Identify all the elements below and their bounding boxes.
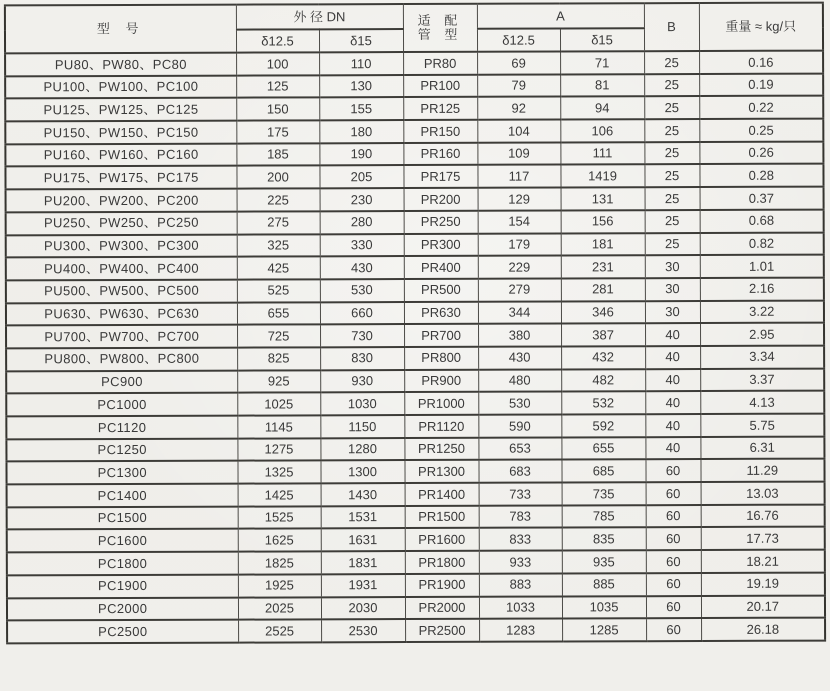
table-row <box>5 164 823 190</box>
cell-pipe-type: PR1600 <box>405 528 479 551</box>
cell-b: 40 <box>645 414 700 437</box>
cell-pipe-type: PR1800 <box>405 551 479 574</box>
table-row <box>7 618 825 644</box>
cell-b: 60 <box>646 505 701 528</box>
cell-dn-delta-12-5: 1825 <box>238 551 321 574</box>
cell-weight: 17.73 <box>701 527 825 550</box>
cell-pipe-type: PR200 <box>404 188 478 211</box>
cell-a-delta-15: 432 <box>561 346 645 369</box>
cell-a-delta-15: 655 <box>561 437 645 460</box>
cell-weight: 6.31 <box>700 436 824 459</box>
cell-dn-delta-15: 660 <box>320 302 404 325</box>
cell-weight: 3.34 <box>700 346 824 369</box>
cell-model: PU630、PW630、PC630 <box>6 302 237 325</box>
cell-dn-delta-15: 1531 <box>321 506 405 529</box>
cell-model: PU500、PW500、PC500 <box>6 279 237 302</box>
header-pipe-type <box>403 4 477 52</box>
cell-a-delta-15: 885 <box>562 573 646 596</box>
cell-dn-delta-15: 130 <box>319 75 403 98</box>
table-row <box>6 323 824 349</box>
header-dn-delta-15: δ15 <box>319 29 403 52</box>
cell-weight: 11.29 <box>701 459 825 482</box>
cell-weight: 1.01 <box>700 255 824 278</box>
cell-pipe-type: PR1900 <box>405 574 479 597</box>
table-row <box>6 459 824 485</box>
cell-a-delta-15: 685 <box>561 460 645 483</box>
cell-a-delta-12-5: 1283 <box>479 619 562 642</box>
cell-dn-delta-15: 180 <box>319 120 403 143</box>
cell-weight: 0.16 <box>699 51 823 74</box>
cell-dn-delta-12-5: 1025 <box>237 393 320 416</box>
cell-a-delta-12-5: 79 <box>477 74 560 97</box>
cell-dn-delta-12-5: 150 <box>236 98 319 121</box>
cell-model: PU800、PW800、PC800 <box>6 348 237 371</box>
cell-b: 30 <box>645 301 700 324</box>
cell-a-delta-15: 1419 <box>560 165 644 188</box>
cell-b: 30 <box>645 278 700 301</box>
cell-weight: 0.28 <box>699 164 823 187</box>
cell-pipe-type: PR1250 <box>404 437 478 460</box>
cell-a-delta-15: 281 <box>561 278 645 301</box>
cell-a-delta-12-5: 430 <box>478 346 561 369</box>
cell-dn-delta-12-5: 1925 <box>238 574 321 597</box>
cell-dn-delta-15: 2530 <box>321 619 405 642</box>
table-row <box>6 209 824 235</box>
cell-weight: 0.19 <box>699 73 823 96</box>
cell-pipe-type: PR1300 <box>404 460 478 483</box>
table-row <box>6 368 824 394</box>
cell-b: 25 <box>644 119 699 142</box>
cell-a-delta-12-5: 92 <box>477 97 560 120</box>
cell-a-delta-12-5: 129 <box>478 188 561 211</box>
cell-b: 25 <box>644 74 699 97</box>
cell-model: PU125、PW125、PC125 <box>5 98 236 121</box>
cell-pipe-type: PR1500 <box>405 506 479 529</box>
cell-dn-delta-15: 1831 <box>321 551 405 574</box>
cell-a-delta-12-5: 380 <box>478 324 561 347</box>
cell-a-delta-15: 1285 <box>562 618 646 641</box>
cell-dn-delta-15: 2030 <box>321 597 405 620</box>
cell-model: PC900 <box>6 370 237 393</box>
cell-pipe-type: PR100 <box>403 74 477 97</box>
cell-dn-delta-12-5: 200 <box>236 166 319 189</box>
cell-b: 25 <box>645 187 700 210</box>
cell-dn-delta-15: 1430 <box>321 483 405 506</box>
cell-a-delta-15: 735 <box>562 482 646 505</box>
cell-a-delta-12-5: 683 <box>478 460 561 483</box>
header-dn-delta-12-5: δ12.5 <box>236 29 319 52</box>
cell-dn-delta-12-5: 825 <box>237 347 320 370</box>
cell-a-delta-12-5: 117 <box>477 165 560 188</box>
cell-weight: 18.21 <box>701 550 825 573</box>
cell-pipe-type: PR80 <box>403 52 477 75</box>
cell-dn-delta-12-5: 725 <box>237 325 320 348</box>
cell-pipe-type: PR125 <box>403 97 477 120</box>
cell-a-delta-15: 181 <box>561 233 645 256</box>
cell-pipe-type: PR900 <box>404 369 478 392</box>
cell-weight: 5.75 <box>700 414 824 437</box>
cell-a-delta-12-5: 933 <box>479 551 562 574</box>
header-a-delta-12-5: δ12.5 <box>477 28 560 51</box>
cell-dn-delta-15: 530 <box>320 279 404 302</box>
cell-b: 40 <box>645 437 700 460</box>
table-row <box>7 572 825 598</box>
cell-dn-delta-12-5: 175 <box>236 120 319 143</box>
cell-model: PU80、PW80、PC80 <box>5 53 236 76</box>
cell-b: 25 <box>644 164 699 187</box>
cell-weight: 4.13 <box>700 391 824 414</box>
cell-dn-delta-12-5: 100 <box>236 52 319 75</box>
cell-pipe-type: PR400 <box>404 256 478 279</box>
cell-pipe-type: PR500 <box>404 279 478 302</box>
cell-a-delta-12-5: 1033 <box>479 596 562 619</box>
cell-pipe-type: PR300 <box>404 233 478 256</box>
cell-pipe-type: PR175 <box>403 165 477 188</box>
cell-dn-delta-12-5: 2025 <box>238 597 321 620</box>
header-outer-diameter-dn: 外 径 DN <box>236 4 403 30</box>
table-header <box>5 3 823 54</box>
cell-dn-delta-12-5: 1275 <box>237 438 320 461</box>
cell-dn-delta-12-5: 655 <box>237 302 320 325</box>
cell-a-delta-12-5: 279 <box>478 278 561 301</box>
cell-pipe-type: PR150 <box>403 120 477 143</box>
cell-model: PC1900 <box>7 574 238 597</box>
cell-a-delta-15: 835 <box>562 528 646 551</box>
table-row <box>7 595 825 621</box>
cell-weight: 26.18 <box>701 618 825 641</box>
cell-dn-delta-15: 110 <box>319 52 403 75</box>
cell-dn-delta-12-5: 1145 <box>237 415 320 438</box>
cell-pipe-type: PR630 <box>404 301 478 324</box>
cell-dn-delta-12-5: 125 <box>236 75 319 98</box>
cell-b: 25 <box>645 210 700 233</box>
cell-dn-delta-12-5: 225 <box>237 188 320 211</box>
cell-model: PU700、PW700、PC700 <box>6 325 237 348</box>
cell-a-delta-15: 592 <box>561 414 645 437</box>
cell-weight: 0.26 <box>699 141 823 164</box>
cell-dn-delta-12-5: 2525 <box>238 620 321 643</box>
cell-b: 60 <box>646 573 701 596</box>
table-row <box>5 141 823 167</box>
cell-b: 40 <box>645 369 700 392</box>
cell-dn-delta-15: 155 <box>319 97 403 120</box>
cell-weight: 16.76 <box>701 504 825 527</box>
header-b: B <box>644 3 699 51</box>
header-pipe-type-line2: 管 型 <box>417 26 463 42</box>
table-row <box>7 527 825 553</box>
cell-model: PC1500 <box>7 506 238 529</box>
cell-model: PC1800 <box>7 552 238 575</box>
cell-model: PC1250 <box>6 438 237 461</box>
table-row <box>6 436 824 462</box>
cell-a-delta-12-5: 109 <box>477 142 560 165</box>
cell-a-delta-12-5: 883 <box>479 573 562 596</box>
table-row <box>6 277 824 303</box>
cell-weight: 3.22 <box>700 300 824 323</box>
cell-model: PC2000 <box>7 597 238 620</box>
cell-weight: 0.37 <box>700 187 824 210</box>
cell-a-delta-12-5: 229 <box>478 256 561 279</box>
cell-a-delta-12-5: 104 <box>477 120 560 143</box>
cell-model: PU250、PW250、PC250 <box>6 211 237 234</box>
cell-dn-delta-15: 1300 <box>320 460 404 483</box>
cell-model: PU160、PW160、PC160 <box>5 143 236 166</box>
cell-a-delta-12-5: 344 <box>478 301 561 324</box>
table-row <box>5 51 823 77</box>
table-row <box>6 346 824 372</box>
cell-dn-delta-15: 1030 <box>320 392 404 415</box>
cell-dn-delta-15: 190 <box>319 143 403 166</box>
cell-model: PC1300 <box>6 461 237 484</box>
cell-weight: 0.82 <box>700 232 824 255</box>
cell-a-delta-12-5: 733 <box>479 483 562 506</box>
cell-dn-delta-15: 280 <box>320 211 404 234</box>
cell-a-delta-12-5: 590 <box>478 414 561 437</box>
cell-a-delta-15: 94 <box>560 97 644 120</box>
table-row <box>5 119 823 145</box>
cell-weight: 3.37 <box>700 368 824 391</box>
cell-model: PU100、PW100、PC100 <box>5 75 236 98</box>
cell-a-delta-12-5: 833 <box>479 528 562 551</box>
cell-model: PU200、PW200、PC200 <box>6 189 237 212</box>
header-pipe-type-line1: 适 配 <box>417 13 463 29</box>
table-row <box>7 482 825 508</box>
cell-a-delta-15: 1035 <box>562 596 646 619</box>
table-row <box>7 504 825 530</box>
cell-pipe-type: PR250 <box>404 211 478 234</box>
cell-a-delta-15: 111 <box>560 142 644 165</box>
cell-a-delta-15: 387 <box>561 323 645 346</box>
cell-dn-delta-12-5: 325 <box>237 234 320 257</box>
cell-b: 60 <box>646 618 701 641</box>
cell-a-delta-12-5: 179 <box>478 233 561 256</box>
cell-a-delta-12-5: 783 <box>479 505 562 528</box>
cell-b: 25 <box>644 142 699 165</box>
cell-pipe-type: PR1400 <box>405 483 479 506</box>
cell-weight: 19.19 <box>701 572 825 595</box>
cell-b: 25 <box>644 96 699 119</box>
cell-dn-delta-15: 1280 <box>320 438 404 461</box>
cell-dn-delta-15: 1631 <box>321 528 405 551</box>
cell-a-delta-15: 156 <box>561 210 645 233</box>
cell-weight: 20.17 <box>701 595 825 618</box>
cell-a-delta-15: 106 <box>560 119 644 142</box>
cell-pipe-type: PR700 <box>404 324 478 347</box>
cell-weight: 2.95 <box>700 323 824 346</box>
cell-dn-delta-15: 330 <box>320 234 404 257</box>
cell-b: 60 <box>646 550 701 573</box>
cell-b: 60 <box>646 596 701 619</box>
cell-dn-delta-12-5: 1625 <box>238 529 321 552</box>
cell-dn-delta-12-5: 525 <box>237 279 320 302</box>
cell-dn-delta-15: 430 <box>320 256 404 279</box>
cell-a-delta-15: 81 <box>560 74 644 97</box>
cell-model: PC1600 <box>7 529 238 552</box>
cell-weight: 0.68 <box>700 209 824 232</box>
cell-model: PC2500 <box>7 620 238 643</box>
cell-a-delta-12-5: 69 <box>477 51 560 74</box>
cell-weight: 0.22 <box>699 96 823 119</box>
cell-pipe-type: PR1120 <box>404 415 478 438</box>
cell-dn-delta-12-5: 1425 <box>238 483 321 506</box>
cell-model: PU150、PW150、PC150 <box>5 121 236 144</box>
cell-dn-delta-12-5: 275 <box>237 211 320 234</box>
cell-a-delta-15: 532 <box>561 392 645 415</box>
table-row <box>6 391 824 417</box>
cell-a-delta-15: 131 <box>561 187 645 210</box>
table-row <box>6 414 824 440</box>
cell-dn-delta-15: 730 <box>320 324 404 347</box>
cell-model: PU400、PW400、PC400 <box>6 257 237 280</box>
cell-a-delta-12-5: 154 <box>478 210 561 233</box>
cell-dn-delta-12-5: 925 <box>237 370 320 393</box>
cell-a-delta-12-5: 653 <box>478 437 561 460</box>
cell-b: 40 <box>645 391 700 414</box>
cell-b: 40 <box>645 346 700 369</box>
cell-b: 25 <box>645 233 700 256</box>
cell-dn-delta-15: 1150 <box>320 415 404 438</box>
cell-pipe-type: PR160 <box>403 143 477 166</box>
cell-weight: 13.03 <box>701 482 825 505</box>
cell-pipe-type: PR2500 <box>405 619 479 642</box>
header-model: 型 号 <box>5 5 236 54</box>
table-row <box>6 187 824 213</box>
table-row <box>6 300 824 326</box>
table-row <box>7 550 825 576</box>
cell-a-delta-15: 785 <box>562 505 646 528</box>
header-a: A <box>477 3 644 29</box>
cell-dn-delta-15: 230 <box>320 188 404 211</box>
cell-b: 60 <box>646 482 701 505</box>
cell-a-delta-15: 482 <box>561 369 645 392</box>
table-row <box>6 255 824 281</box>
cell-b: 40 <box>645 323 700 346</box>
cell-dn-delta-15: 1931 <box>321 574 405 597</box>
pipe-spec-table <box>4 2 826 645</box>
cell-a-delta-15: 935 <box>562 550 646 573</box>
cell-a-delta-15: 71 <box>560 51 644 74</box>
cell-pipe-type: PR1000 <box>404 392 478 415</box>
cell-model: PC1120 <box>6 416 237 439</box>
cell-b: 25 <box>644 51 699 74</box>
cell-dn-delta-12-5: 1325 <box>237 461 320 484</box>
cell-dn-delta-15: 930 <box>320 370 404 393</box>
cell-a-delta-12-5: 480 <box>478 369 561 392</box>
cell-pipe-type: PR800 <box>404 347 478 370</box>
header-a-delta-15: δ15 <box>560 28 644 51</box>
table-row <box>6 232 824 258</box>
table-body <box>5 51 825 644</box>
cell-a-delta-15: 231 <box>561 255 645 278</box>
table-row <box>5 73 823 99</box>
table-row <box>5 96 823 122</box>
header-weight: 重量 ≈ kg/只 <box>699 3 823 51</box>
cell-b: 60 <box>646 527 701 550</box>
cell-b: 60 <box>646 459 701 482</box>
cell-a-delta-15: 346 <box>561 301 645 324</box>
cell-dn-delta-12-5: 1525 <box>238 506 321 529</box>
cell-weight: 2.16 <box>700 277 824 300</box>
cell-model: PC1000 <box>6 393 237 416</box>
cell-pipe-type: PR2000 <box>405 596 479 619</box>
cell-dn-delta-12-5: 425 <box>237 257 320 280</box>
cell-b: 30 <box>645 255 700 278</box>
cell-a-delta-12-5: 530 <box>478 392 561 415</box>
cell-weight: 0.25 <box>699 119 823 142</box>
cell-model: PU300、PW300、PC300 <box>6 234 237 257</box>
cell-model: PC1400 <box>7 484 238 507</box>
cell-model: PU175、PW175、PC175 <box>5 166 236 189</box>
cell-dn-delta-15: 830 <box>320 347 404 370</box>
cell-dn-delta-12-5: 185 <box>236 143 319 166</box>
cell-dn-delta-15: 205 <box>319 165 403 188</box>
